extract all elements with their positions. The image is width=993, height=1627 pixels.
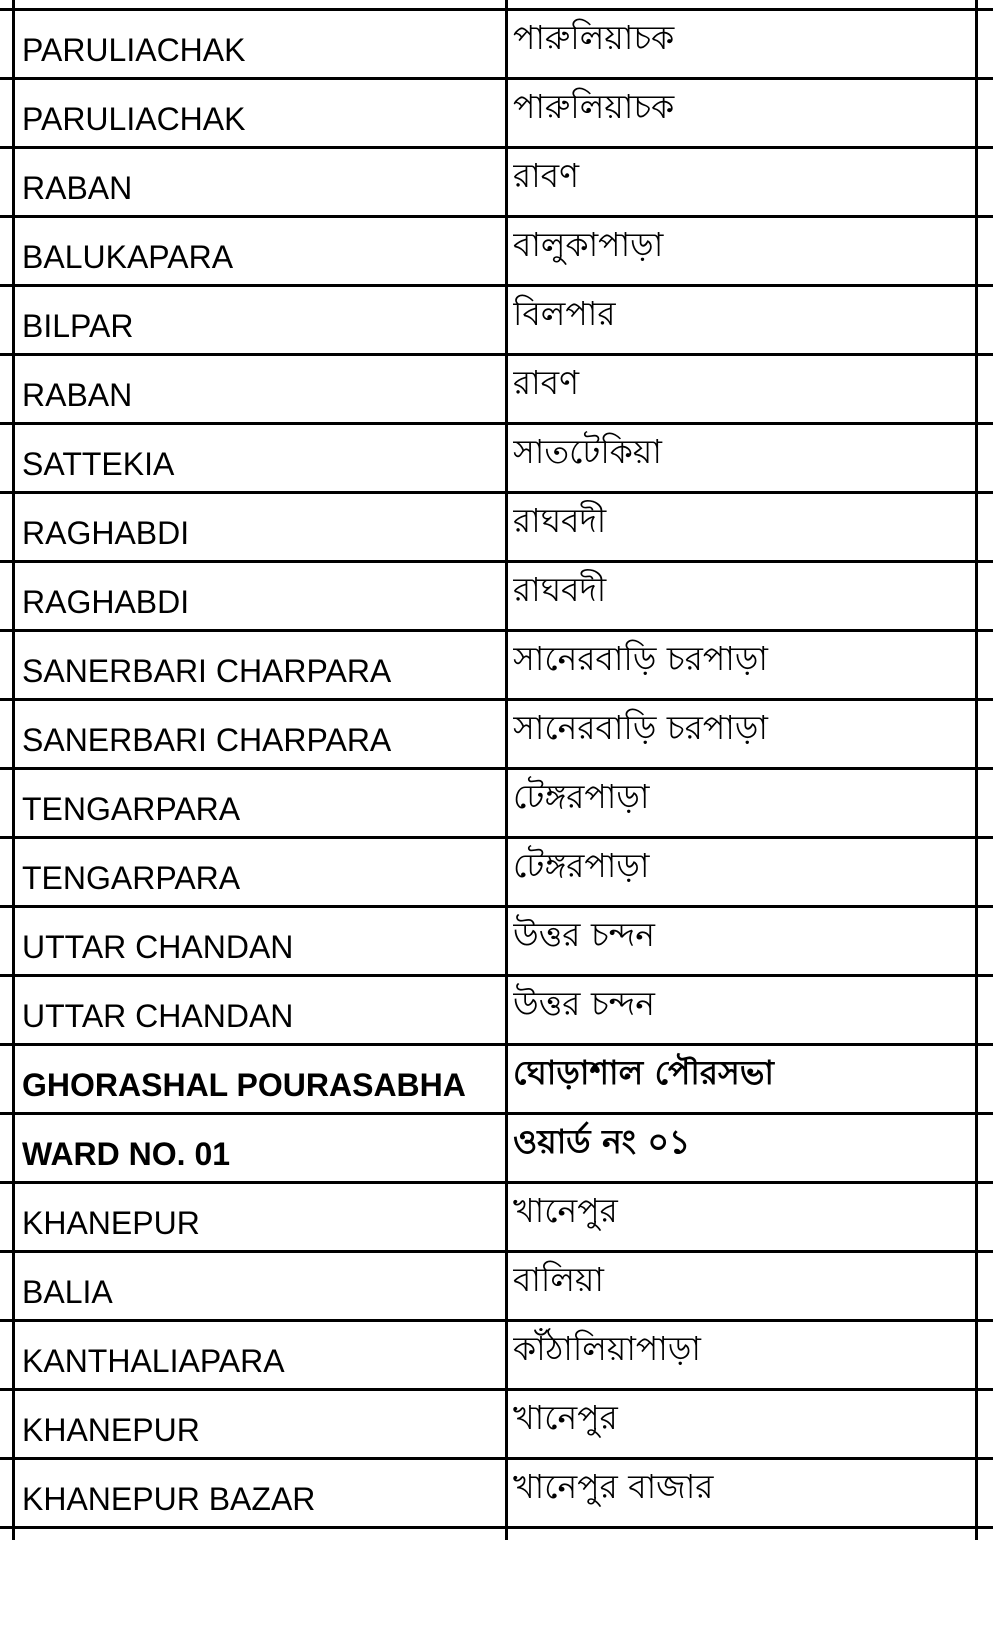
bengali-name-cell: বালুকাপাড়া <box>513 225 664 264</box>
english-name-cell: BALUKAPARA <box>22 239 234 275</box>
bengali-name-cell: বিলপার <box>513 294 616 333</box>
bengali-name-cell: উত্তর চন্দন <box>513 915 655 954</box>
bengali-name-cell: সানেরবাড়ি চরপাড়া <box>513 639 768 678</box>
english-name-cell: PARULIACHAK <box>22 32 246 68</box>
english-name-cell: RAGHABDI <box>22 515 190 551</box>
english-name-cell: RAGHABDI <box>22 584 190 620</box>
bengali-name-cell: টেঙ্গরপাড়া <box>513 777 650 816</box>
english-name-cell: TENGARPARA <box>22 860 241 896</box>
bengali-name-cell: সানেরবাড়ি চরপাড়া <box>513 708 768 747</box>
bengali-name-cell: বালিয়া <box>513 1260 604 1299</box>
bengali-name-cell: রাঘবদী <box>513 570 607 609</box>
english-name-cell: KANTHALIAPARA <box>22 1343 285 1379</box>
english-name-cell: RABAN <box>22 377 133 413</box>
bengali-name-cell: খানেপুর বাজার <box>513 1467 714 1506</box>
english-name-cell: UTTAR CHANDAN <box>22 998 294 1034</box>
english-name-cell: SANERBARI CHARPARA <box>22 653 392 689</box>
table-column-divider <box>505 0 508 1540</box>
english-name-cell: SANERBARI CHARPARA <box>22 722 392 758</box>
bengali-name-cell: উত্তর চন্দন <box>513 984 655 1023</box>
bengali-name-cell: সাতটেকিয়া <box>513 432 662 471</box>
bengali-name-cell: টেঙ্গরপাড়া <box>513 846 650 885</box>
english-name-cell: RABAN <box>22 170 133 206</box>
english-name-cell: WARD NO. 01 <box>22 1136 231 1172</box>
english-name-cell: UTTAR CHANDAN <box>22 929 294 965</box>
bengali-name-cell: কাঁঠালিয়াপাড়া <box>513 1329 702 1368</box>
english-name-cell: GHORASHAL POURASABHA <box>22 1067 466 1103</box>
english-name-cell: BALIA <box>22 1274 113 1310</box>
english-name-cell: TENGARPARA <box>22 791 241 827</box>
bengali-name-cell: রাবণ <box>513 363 580 402</box>
bengali-name-cell: খানেপুর <box>513 1398 618 1437</box>
english-name-cell: KHANEPUR BAZAR <box>22 1481 316 1517</box>
english-name-cell: SATTEKIA <box>22 446 175 482</box>
table-right-border <box>975 0 978 1540</box>
bengali-name-cell: ঘোড়াশাল পৌরসভা <box>513 1053 774 1092</box>
english-name-cell: PARULIACHAK <box>22 101 246 137</box>
english-name-cell: KHANEPUR <box>22 1205 200 1241</box>
english-name-cell: BILPAR <box>22 308 134 344</box>
bengali-name-cell: ওয়ার্ড নং ০১ <box>513 1122 691 1161</box>
english-name-cell: KHANEPUR <box>22 1412 200 1448</box>
bengali-name-cell: পারুলিয়াচক <box>513 87 675 126</box>
bengali-name-cell: রাঘবদী <box>513 501 607 540</box>
bengali-name-cell: পারুলিয়াচক <box>513 18 675 57</box>
bengali-name-cell: খানেপুর <box>513 1191 618 1230</box>
bengali-name-cell: রাবণ <box>513 156 580 195</box>
table-left-border <box>12 0 15 1540</box>
